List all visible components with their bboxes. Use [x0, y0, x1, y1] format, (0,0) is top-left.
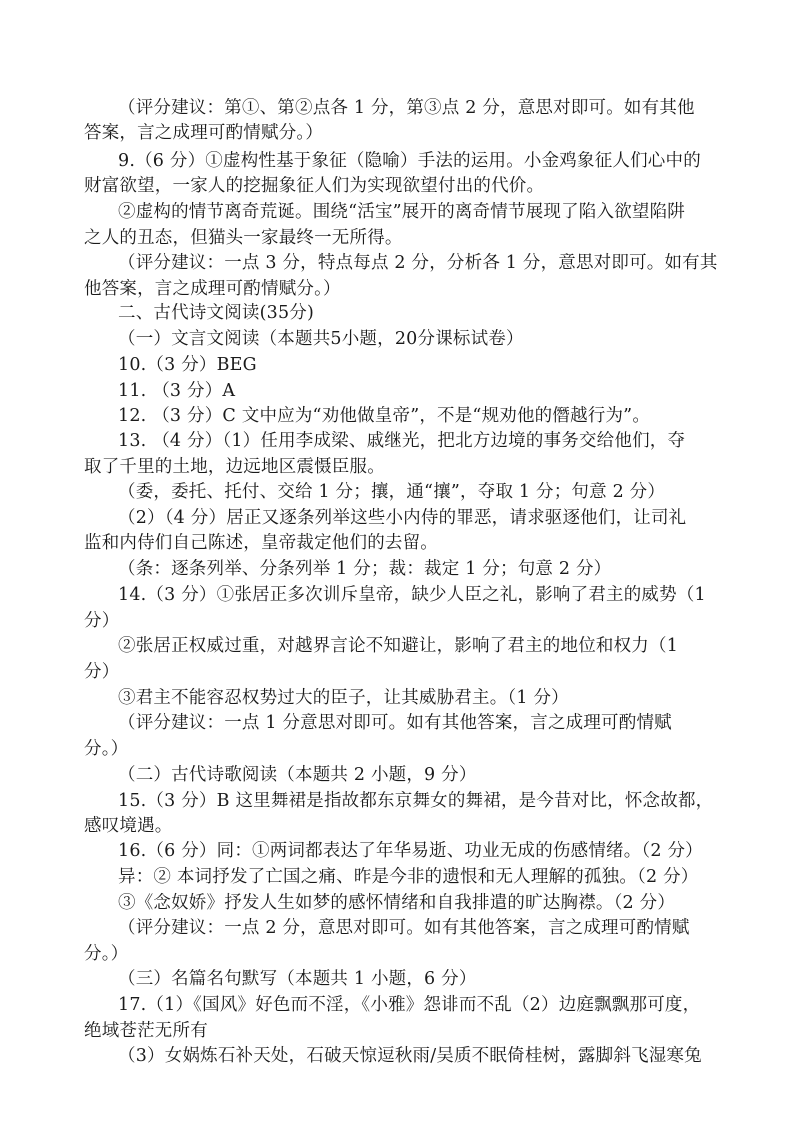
- subsection-heading: （一）文言文阅读（本题共5小题，20分课标试卷）: [118, 329, 524, 349]
- text-line: ③《念奴娇》抒发人生如梦的感怀情绪和自我排遣的旷达胸襟。（2 分）: [118, 893, 676, 913]
- text-line: 13. （4 分）（1）任用李成梁、戚继光，把北方边境的事务交给他们，夺: [118, 431, 686, 451]
- text-line: 16.（6 分）同：①两词都表达了年华易逝、功业无成的伤感情绪。（2 分）: [118, 841, 703, 861]
- text-line: 绝域苍茫无所有: [84, 1021, 208, 1041]
- text-line: 异：② 本词抒发了亡国之痛、昨是今非的遗恨和无人理解的孤独。（2 分）: [118, 867, 699, 887]
- text-line: （评分建议：第①、第②点各 1 分，第③点 2 分，意思对即可。如有其他: [118, 98, 695, 118]
- text-line: （2）（4 分）居正又逐条列举这些小内侍的罪恶，请求驱逐他们，让司礼: [118, 508, 687, 528]
- text-line: （3）女娲炼石补天处，石破天惊逗秋雨/吴质不眠倚桂树，露脚斜飞湿寒兔: [118, 1046, 702, 1066]
- section-heading: 二、古代诗文阅读(35分): [118, 303, 315, 323]
- text-line: （委，委托、托付、交给 1 分；攘，通“攘”，夺取 1 分；句意 2 分）: [118, 482, 666, 502]
- text-line: 取了千里的土地，边远地区震慑臣服。: [84, 457, 385, 477]
- text-line: 17.（1）《国风》好色而不淫，《小雅》怨诽而不乱（2）边庭飘飘那可度，: [118, 995, 701, 1015]
- text-line: 之人的丑态，但猫头一家最终一无所得。: [84, 228, 403, 248]
- text-line: 11. （3 分）A: [118, 381, 236, 401]
- text-line: 感叹境遇。: [84, 816, 173, 836]
- text-line: 9.（6 分）①虚构性基于象征（隐喻）手法的运用。小金鸡象征人们心中的: [118, 151, 701, 171]
- text-line: （条：逐条列举、分条列举 1 分；裁：裁定 1 分；句意 2 分）: [118, 559, 612, 579]
- text-line: ②张居正权威过重，对越界言论不知避让，影响了君主的地位和权力（1: [118, 636, 679, 656]
- text-line: 12. （3 分）C 文中应为“劝他做皇帝”，不是“规劝他的僭越行为”。: [118, 406, 651, 426]
- text-line: 监和内侍们自己陈述，皇帝裁定他们的去留。: [84, 533, 438, 553]
- text-line: （评分建议：一点 3 分，特点每点 2 分，分析各 1 分，意思对即可。如有其: [118, 253, 718, 273]
- text-line: （评分建议：一点 2 分，意思对即可。如有其他答案，言之成理可酌情赋: [118, 918, 690, 938]
- text-line: 财富欲望，一家人的挖掘象征人们为实现欲望付出的代价。: [84, 176, 545, 196]
- subsection-heading: （三）名篇名句默写（本题共 1 小题，6 分）: [118, 969, 477, 989]
- text-line: 15.（3 分）B 这里舞裙是指故都东京舞女的舞裙，是今昔对比，怀念故都，: [118, 791, 714, 811]
- text-line: 他答案，言之成理可酌情赋分。）: [84, 279, 341, 299]
- text-line: 分。）: [84, 944, 129, 964]
- text-line: ②虚构的情节离奇荒诞。围绕“活宝”展开的离奇情节展现了陷入欲望陷阱: [118, 202, 685, 222]
- text-line: ③君主不能容忍权势过大的臣子，让其威胁君主。（1 分）: [118, 688, 569, 708]
- text-line: 分。）: [84, 739, 129, 759]
- text-line: 10.（3 分）BEG: [118, 355, 257, 375]
- text-line: （评分建议：一点 1 分意思对即可。如有其他答案，言之成理可酌情赋: [118, 713, 672, 733]
- text-line: 分）: [84, 662, 120, 682]
- text-line: 14.（3 分）①张居正多次训斥皇帝，缺少人臣之礼，影响了君主的威势（1: [118, 585, 706, 605]
- subsection-heading: （二）古代诗歌阅读（本题共 2 小题，9 分）: [118, 765, 477, 785]
- text-line: 答案，言之成理可酌情赋分。）: [84, 123, 324, 143]
- text-line: 分）: [84, 611, 120, 631]
